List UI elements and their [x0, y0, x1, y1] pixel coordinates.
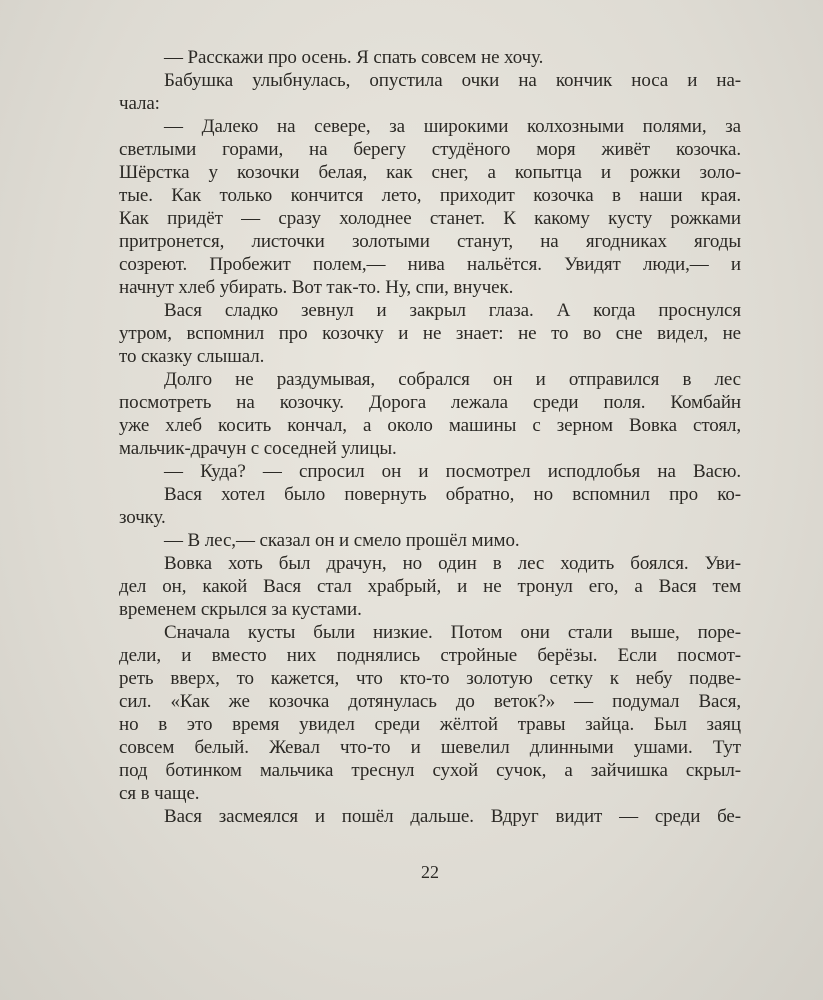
text-line: Бабушка улыбнулась, опустила очки на кончик носа и на- [164, 70, 741, 91]
text-line: уже хлеб косить кончал, а около машины с зерном Вовка стоял, [119, 415, 741, 436]
text-line: Вася засмеялся и пошёл дальше. Вдруг видит — среди бе- [164, 806, 741, 827]
text-line: Вовка хоть был драчун, но один в лес ходить боялся. Уви- [164, 553, 741, 574]
text-line: ся в чаще. [119, 783, 200, 804]
text-line: Как придёт — сразу холоднее станет. К какому кусту рожками [119, 208, 741, 229]
text-line: притронется, листочки золотыми станут, на ягодниках ягоды [119, 231, 741, 252]
text-line: совсем белый. Жевал что-то и шевелил длинными ушами. Тут [119, 737, 741, 758]
text-line: сил. «Как же козочка дотянулась до веток?» — подумал Вася, [119, 691, 741, 712]
text-line: — В лес,— сказал он и смело прошёл мимо. [164, 530, 520, 551]
text-line: то сказку слышал. [119, 346, 265, 367]
text-line: светлыми горами, на берегу студёного моря живёт козочка. [119, 139, 741, 160]
page-number: 22 [421, 862, 439, 882]
text-line: зочку. [119, 507, 166, 528]
text-line: дели, и вместо них поднялись стройные берёзы. Если посмот- [119, 645, 741, 666]
text-block [119, 46, 741, 828]
text-line: Долго не раздумывая, собрался он и отправился в лес [164, 369, 741, 390]
text-line: Сначала кусты были низкие. Потом они стали выше, поре- [164, 622, 741, 643]
text-line: дел он, какой Вася стал храбрый, и не тронул его, а Вася тем [119, 576, 741, 597]
text-line: чала: [119, 93, 160, 114]
text-line: — Далеко на севере, за широкими колхозными полями, за [164, 116, 741, 137]
text-line: Вася хотел было повернуть обратно, но вспомнил про ко- [164, 484, 741, 505]
text-line: мальчик-драчун с соседней улицы. [119, 438, 397, 459]
text-line: Шёрстка у козочки белая, как снег, а копытца и рожки золо- [119, 162, 741, 183]
text-line: — Расскажи про осень. Я спать совсем не хочу. [164, 47, 544, 68]
text-line: Вася сладко зевнул и закрыл глаза. А когда проснулся [164, 300, 741, 321]
text-line: тые. Как только кончится лето, приходит козочка в наши края. [119, 185, 741, 206]
text-line: посмотреть на козочку. Дорога лежала среди поля. Комбайн [119, 392, 741, 413]
text-line: но в это время увидел среди жёлтой травы зайца. Был заяц [119, 714, 741, 735]
text-line: начнут хлеб убирать. Вот так-то. Ну, спи, внучек. [119, 277, 514, 298]
text-line: реть вверх, то кажется, что кто-то золотую сетку к небу подве- [119, 668, 741, 689]
text-line: под ботинком мальчика треснул сухой сучок, а зайчишка скрыл- [119, 760, 741, 781]
text-line: созреют. Пробежит полем,— нива нальётся. Увидят люди,— и [119, 254, 741, 275]
text-line: утром, вспомнил про козочку и не знает: не то во сне видел, не [119, 323, 741, 344]
text-line: — Куда? — спросил он и посмотрел исподлобья на Васю. [164, 461, 741, 482]
text-line: временем скрылся за кустами. [119, 599, 362, 620]
